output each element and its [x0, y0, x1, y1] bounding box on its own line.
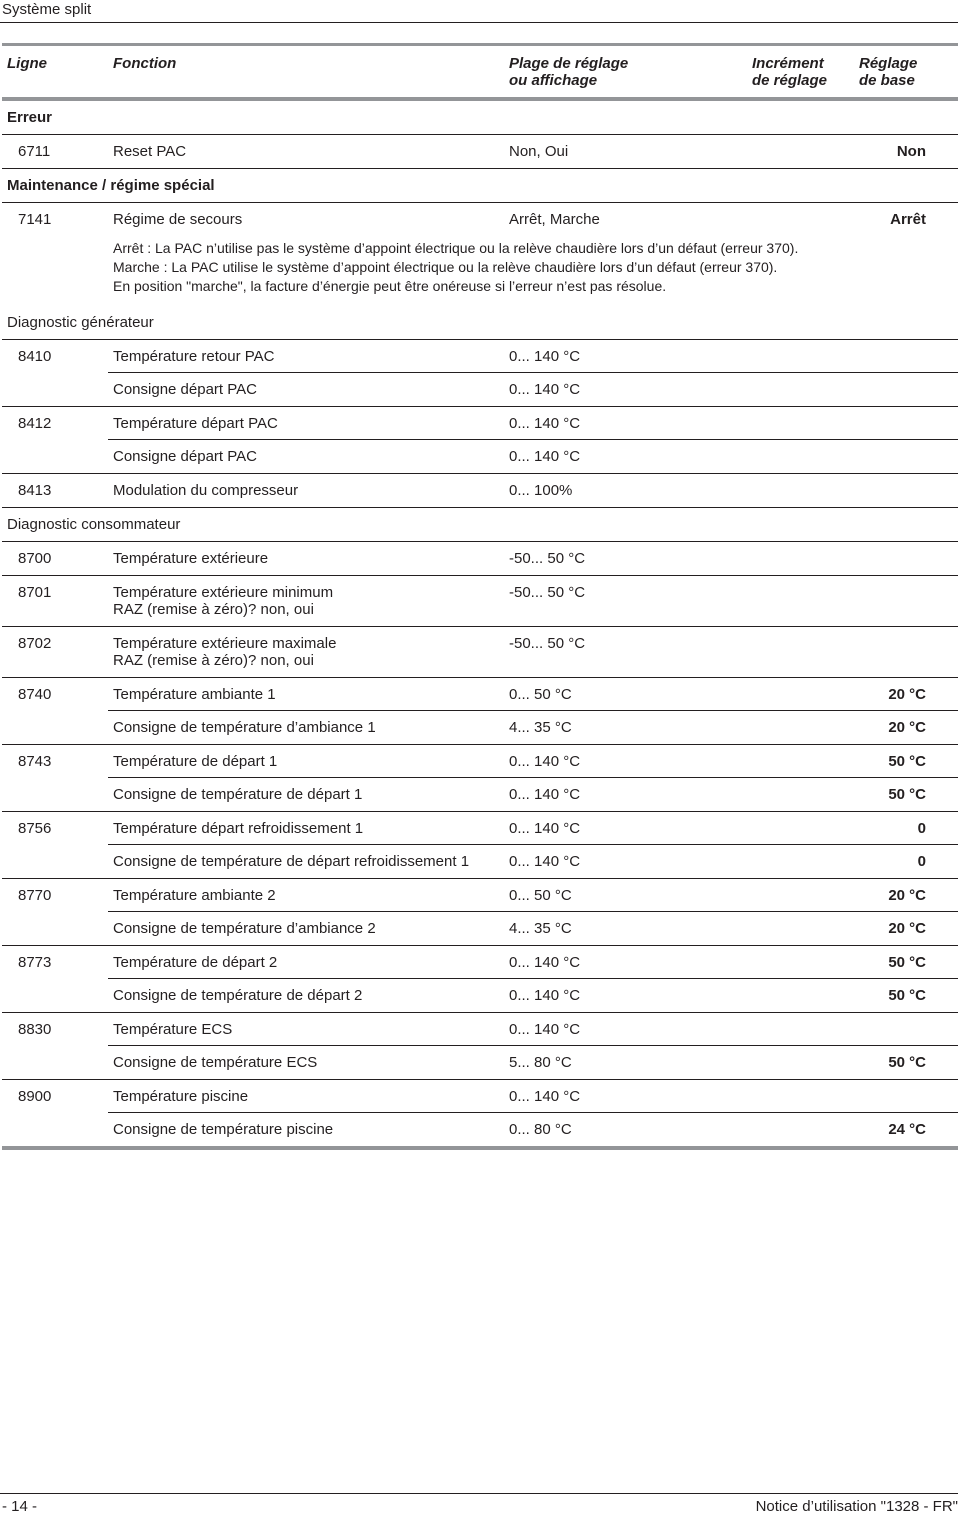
cell-base: 20 °C — [888, 686, 926, 703]
document-reference: Notice d’utilisation "1328 - FR" — [755, 1498, 958, 1515]
table-row — [2, 979, 958, 1013]
cell-ligne: 8412 — [18, 415, 52, 432]
table-row — [2, 407, 958, 440]
table-row — [2, 340, 958, 373]
cell-fonction: Consigne de température d’ambiance 2 — [113, 920, 376, 937]
settings-table — [2, 43, 958, 1150]
cell-base: 20 °C — [888, 887, 926, 904]
table-header — [2, 43, 958, 101]
cell-ligne: 8770 — [18, 887, 52, 904]
table-row — [2, 711, 958, 745]
cell-fonction: Température ambiante 2 — [113, 887, 276, 904]
table-row — [2, 627, 958, 678]
table-row — [2, 542, 958, 576]
cell-ligne: 8743 — [18, 753, 52, 770]
section-title — [2, 508, 958, 542]
column-header-increment-line2: de réglage — [752, 72, 828, 89]
cell-plage: 0... 140 °C — [509, 1088, 581, 1105]
table-row — [2, 946, 958, 979]
cell-plage: 0... 140 °C — [509, 954, 581, 971]
cell-ligne: 8702 — [18, 635, 52, 652]
column-header-increment — [752, 55, 827, 89]
cell-fonction: Consigne départ PAC — [113, 381, 257, 398]
cell-plage: -50... 50 °C — [509, 635, 586, 652]
cell-base: 50 °C — [888, 954, 926, 971]
cell-plage: 0... 140 °C — [509, 786, 581, 803]
cell-plage: 0... 50 °C — [509, 686, 572, 703]
section-title-label: Erreur — [7, 109, 53, 126]
section-title-label: Maintenance / régime spécial — [7, 177, 215, 194]
table-row — [2, 812, 958, 845]
cell-plage: -50... 50 °C — [509, 550, 586, 567]
table-row — [2, 845, 958, 879]
cell-ligne: 8413 — [18, 482, 52, 499]
section-title — [2, 169, 958, 203]
cell-plage: 0... 140 °C — [509, 448, 581, 465]
cell-fonction: Reset PAC — [113, 143, 187, 160]
table-row — [2, 1080, 958, 1113]
cell-fonction: Régime de secours — [113, 211, 243, 228]
cell-fonction: Température retour PAC — [113, 348, 275, 365]
cell-fonction: Température extérieure — [113, 550, 269, 567]
column-header-fonction-label: Fonction — [113, 55, 177, 72]
cell-plage: -50... 50 °C — [509, 584, 586, 601]
page-header — [0, 0, 958, 23]
table-row — [2, 1013, 958, 1046]
cell-base: 50 °C — [888, 753, 926, 770]
column-header-ligne-label: Ligne — [7, 55, 47, 72]
cell-fonction: RAZ (remise à zéro)? non, oui — [113, 652, 314, 669]
cell-ligne: 6711 — [18, 143, 51, 160]
section-title — [2, 306, 958, 340]
column-header-increment-line1: Incrément — [752, 55, 824, 72]
column-header-plage-line1: Plage de réglage — [509, 55, 629, 72]
cell-fonction: Consigne de température de départ 2 — [113, 987, 363, 1004]
cell-plage: 0... 140 °C — [509, 381, 581, 398]
cell-fonction: Consigne départ PAC — [113, 448, 257, 465]
cell-base: 50 °C — [888, 786, 926, 803]
note-line: En position "marche", la facture d’énergie peut être onéreuse si l’erreur n’est pas résolue. — [113, 278, 667, 294]
table-row — [2, 912, 958, 946]
column-header-fonction — [113, 55, 176, 72]
cell-base: 20 °C — [888, 719, 926, 736]
cell-base: 20 °C — [888, 920, 926, 937]
note-line: Marche : La PAC utilise le système d’appoint électrique ou la relève chaudière lors d’un défaut (erreur 370). — [113, 259, 778, 275]
cell-plage: 0... 140 °C — [509, 753, 581, 770]
table-row — [2, 678, 958, 711]
cell-fonction: Température ECS — [113, 1021, 233, 1038]
cell-plage: 0... 140 °C — [509, 820, 581, 837]
cell-ligne: 8410 — [18, 348, 52, 365]
cell-base: 0 — [917, 853, 926, 870]
cell-plage: 4... 35 °C — [509, 920, 572, 937]
cell-fonction: Température départ PAC — [113, 415, 278, 432]
cell-plage: 0... 140 °C — [509, 415, 581, 432]
section-note — [2, 239, 958, 306]
cell-ligne: 8756 — [18, 820, 52, 837]
page-footer — [0, 1493, 958, 1515]
page-section-title: Système split — [2, 1, 92, 18]
cell-plage: 0... 140 °C — [509, 853, 581, 870]
cell-ligne: 8701 — [18, 584, 52, 601]
cell-ligne: 8773 — [18, 954, 52, 971]
cell-base: 50 °C — [888, 987, 926, 1004]
cell-fonction: Température extérieure minimum — [113, 584, 334, 601]
cell-fonction: RAZ (remise à zéro)? non, oui — [113, 601, 314, 618]
cell-ligne: 8830 — [18, 1021, 52, 1038]
table-body — [2, 101, 958, 1150]
cell-plage: 0... 140 °C — [509, 1021, 581, 1038]
cell-plage: Arrêt, Marche — [509, 211, 600, 228]
table-row — [2, 203, 958, 236]
table-row — [2, 879, 958, 912]
cell-fonction: Température extérieure maximale — [113, 635, 337, 652]
cell-fonction: Modulation du compresseur — [113, 482, 299, 499]
cell-fonction: Température ambiante 1 — [113, 686, 276, 703]
column-header-base — [859, 55, 917, 89]
note-line: Arrêt : La PAC n’utilise pas le système d’appoint électrique ou la relève chaudière lors d’un défaut (erreur 370). — [113, 240, 799, 256]
cell-base: Arrêt — [890, 211, 926, 228]
cell-fonction: Température de départ 1 — [113, 753, 278, 770]
cell-ligne: 8740 — [18, 686, 52, 703]
cell-ligne: 8700 — [18, 550, 52, 567]
cell-base: 24 °C — [888, 1121, 926, 1138]
section-title-label: Diagnostic consommateur — [7, 516, 181, 533]
cell-ligne: 7141 — [18, 211, 52, 228]
cell-fonction: Température départ refroidissement 1 — [113, 820, 364, 837]
table-row — [2, 778, 958, 812]
cell-fonction: Consigne de température ECS — [113, 1054, 318, 1071]
table-row — [2, 1113, 958, 1150]
cell-fonction: Consigne de température d’ambiance 1 — [113, 719, 376, 736]
table-row — [2, 373, 958, 407]
cell-base: 0 — [917, 820, 926, 837]
cell-plage: 5... 80 °C — [509, 1054, 572, 1071]
table-row — [2, 440, 958, 474]
column-header-plage-line2: ou affichage — [509, 72, 598, 89]
cell-base: Non — [896, 143, 926, 160]
column-header-ligne — [7, 55, 47, 72]
section-title-label: Diagnostic générateur — [7, 314, 154, 331]
table-row — [2, 474, 958, 508]
cell-plage: 4... 35 °C — [509, 719, 572, 736]
cell-plage: Non, Oui — [509, 143, 569, 160]
cell-plage: 0... 50 °C — [509, 887, 572, 904]
cell-base: 50 °C — [888, 1054, 926, 1071]
cell-fonction: Température de départ 2 — [113, 954, 278, 971]
column-header-base-line2: de base — [859, 72, 915, 89]
page-number: - 14 - — [2, 1498, 38, 1515]
cell-plage: 0... 100% — [509, 482, 573, 499]
cell-plage: 0... 140 °C — [509, 987, 581, 1004]
cell-fonction: Température piscine — [113, 1088, 249, 1105]
cell-fonction: Consigne de température de départ 1 — [113, 786, 363, 803]
section-title — [2, 101, 958, 135]
column-header-base-line1: Réglage — [859, 55, 918, 72]
table-row — [2, 576, 958, 627]
table-row — [2, 1046, 958, 1080]
cell-ligne: 8900 — [18, 1088, 52, 1105]
cell-fonction: Consigne de température de départ refroidissement 1 — [113, 853, 470, 870]
table-row — [2, 745, 958, 778]
cell-plage: 0... 80 °C — [509, 1121, 572, 1138]
cell-fonction: Consigne de température piscine — [113, 1121, 334, 1138]
cell-plage: 0... 140 °C — [509, 348, 581, 365]
table-row — [2, 135, 958, 169]
column-header-plage — [509, 55, 628, 89]
